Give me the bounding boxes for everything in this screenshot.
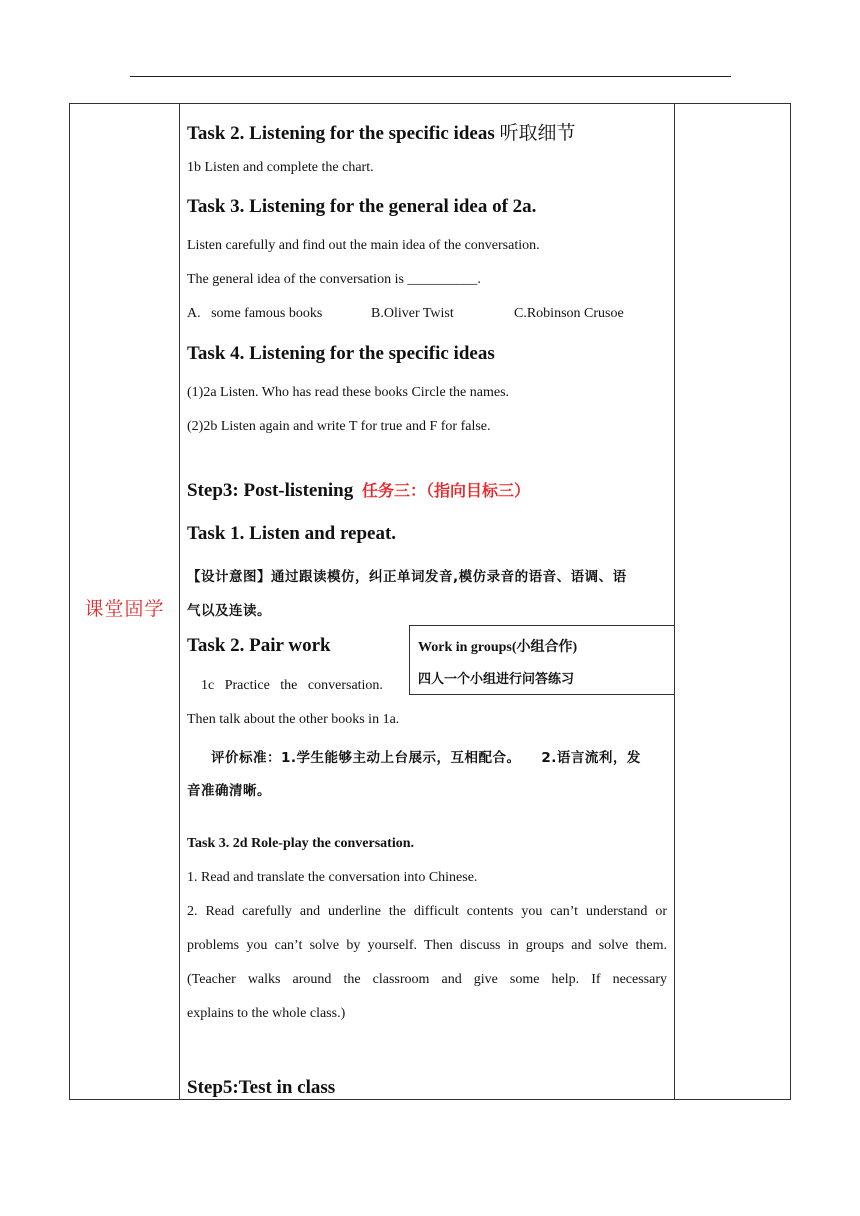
- design-intent-line1: 【设计意图】通过跟读模仿，纠正单词发音,模仿录音的语音、语调、语: [187, 569, 627, 585]
- role-line3: problems you can’t solve by yourself. Then discuss in groups and solve them.: [187, 938, 667, 953]
- pair-line1: 1c Practice the conversation.: [201, 678, 383, 693]
- pair-line2: Then talk about the other books in 1a.: [187, 712, 400, 727]
- option-b: B.Oliver Twist: [371, 306, 454, 321]
- task3-line2: The general idea of the conversation is __________.: [187, 272, 481, 287]
- task2-line: 1b Listen and complete the chart.: [187, 160, 374, 175]
- task4-line1: (1)2a Listen. Who has read these books Circle the names.: [187, 385, 510, 400]
- column-divider: [674, 104, 675, 1099]
- role-line5: explains to the whole class.): [187, 1006, 346, 1021]
- task2-heading: Task 2. Listening for the specific ideas 听取细节: [187, 122, 576, 144]
- role-line4: (Teacher walks around the classroom and give some help. If necessary: [187, 972, 667, 987]
- role-line1: 1. Read and translate the conversation into Chinese.: [187, 870, 478, 885]
- step3-cn-label: 任务三：（指向目标三）: [362, 481, 531, 500]
- step5-heading: Step5:Test in class: [187, 1077, 336, 1098]
- group-work-line1: Work in groups(小组合作): [418, 640, 578, 655]
- side-label: 课堂固学: [84, 598, 165, 620]
- eval-line2: 音准确清晰。: [187, 783, 271, 799]
- column-divider: [179, 104, 180, 1099]
- eval-line1: 评价标准：1.学生能够主动上台展示，互相配合。 2.语言流利，发: [211, 750, 641, 766]
- role-line2: 2. Read carefully and underline the difficult contents you can’t understand or: [187, 904, 667, 919]
- group-work-box: [409, 625, 675, 695]
- role-play-heading: Task 3. 2d Role-play the conversation.: [187, 836, 415, 851]
- task4-line2: (2)2b Listen again and write T for true and F for false.: [187, 419, 491, 434]
- design-intent-line2: 气以及连读。: [187, 603, 271, 619]
- option-a: A. some famous books: [187, 306, 323, 321]
- task3-heading: Task 3. Listening for the general idea of 2a.: [187, 196, 537, 217]
- pair-work-heading: Task 2. Pair work: [187, 635, 331, 656]
- task1-heading: Task 1. Listen and repeat.: [187, 523, 397, 544]
- lesson-table: [69, 103, 791, 1100]
- group-work-line2: 四人一个小组进行问答练习: [418, 672, 575, 687]
- task4-heading: Task 4. Listening for the specific ideas: [187, 343, 495, 364]
- task3-line1: Listen carefully and find out the main idea of the conversation.: [187, 238, 540, 253]
- header-rule: [130, 76, 731, 77]
- step3-heading: Step3: Post-listening 任务三：（指向目标三）: [187, 480, 531, 501]
- option-c: C.Robinson Crusoe: [514, 306, 624, 321]
